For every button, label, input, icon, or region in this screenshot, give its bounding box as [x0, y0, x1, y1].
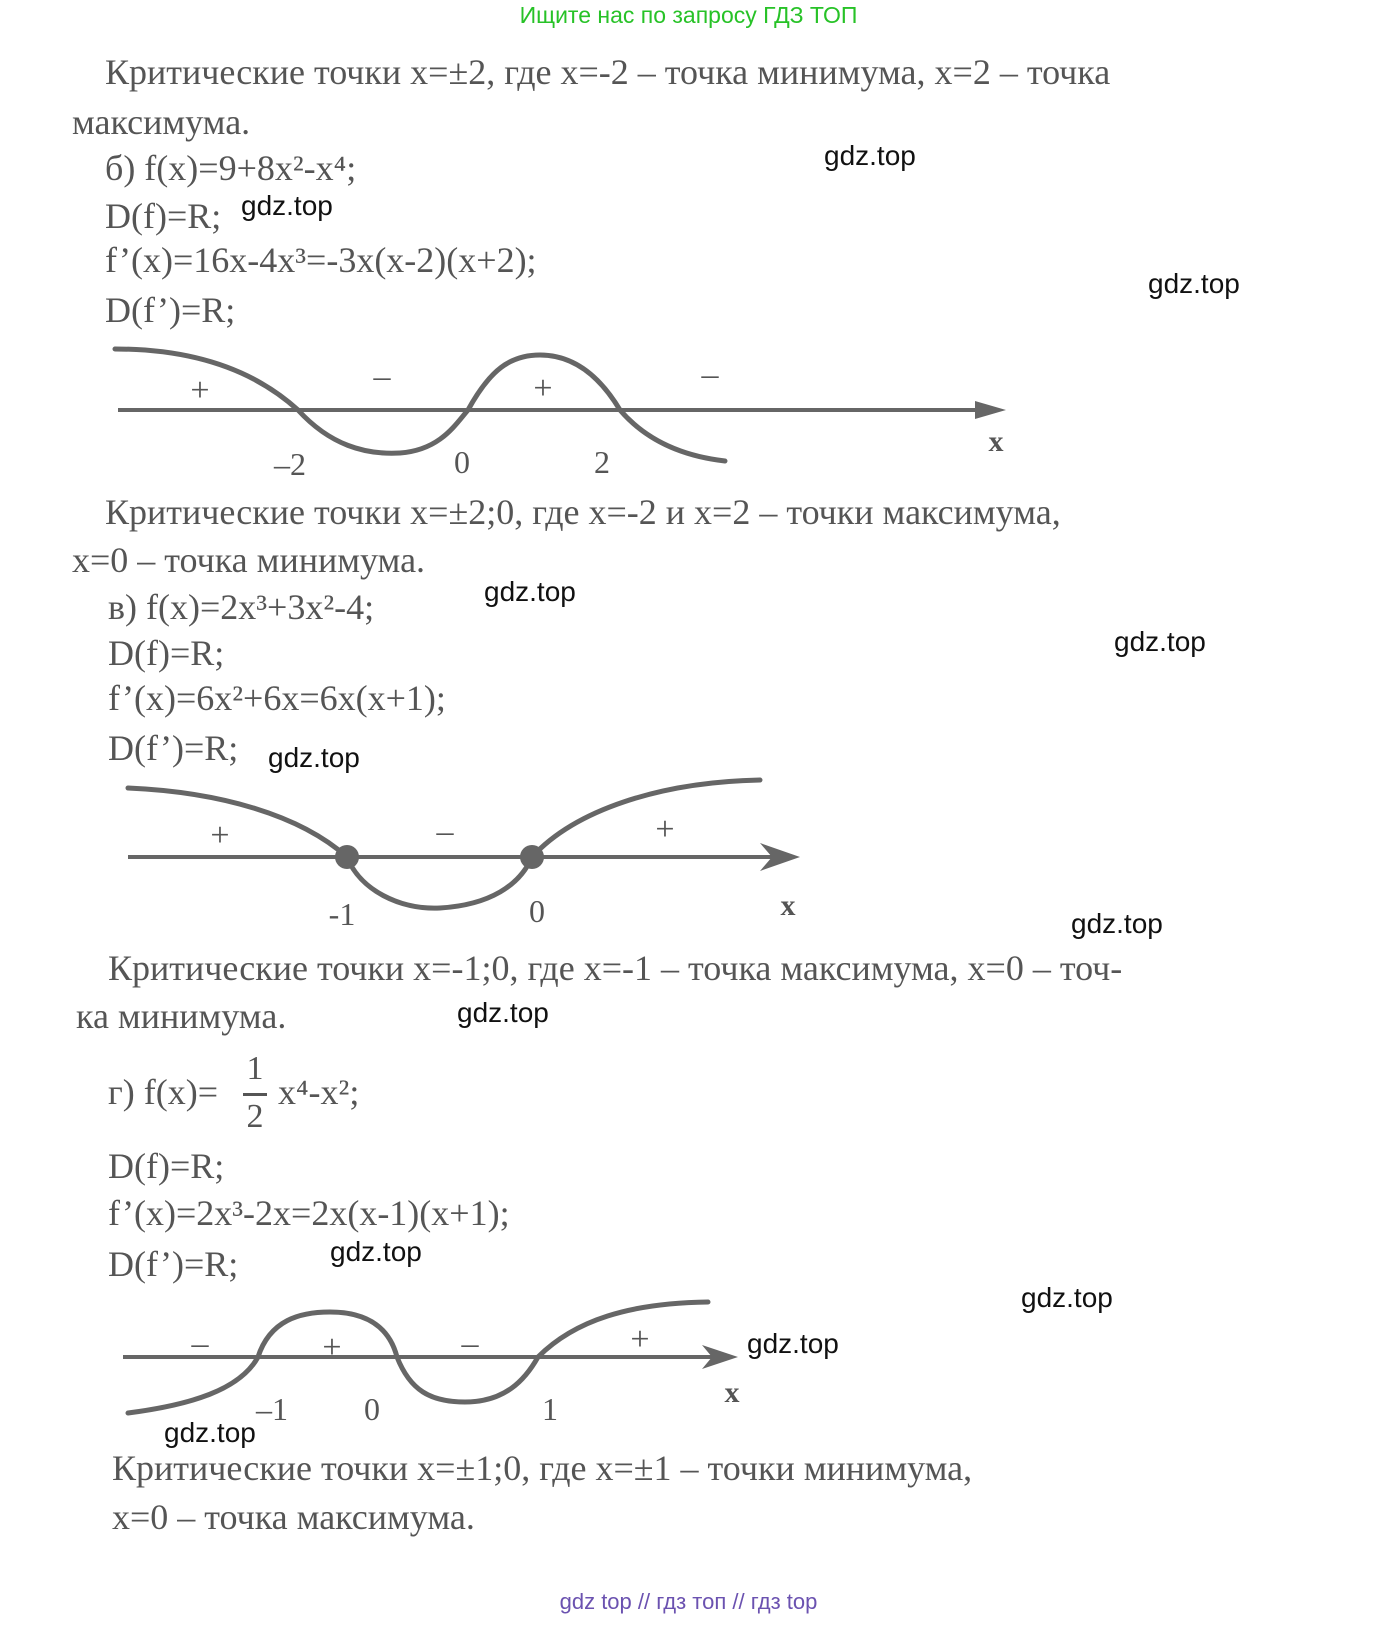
axis-label: x — [780, 889, 796, 922]
sign-diagram-b — [0, 335, 1050, 485]
critical-point — [335, 845, 359, 869]
sign-diagram-c — [0, 770, 850, 940]
search-banner[interactable]: Ищите нас по запросу ГДЗ ТОП — [519, 2, 858, 28]
watermark: gdz.top — [1114, 626, 1206, 657]
text-line: f’(x)=2x³-2x=2x(x-1)(x+1); — [108, 1193, 510, 1233]
tick-label: 0 — [364, 1391, 380, 1427]
watermark: gdz.top — [1071, 908, 1163, 939]
critical-point — [520, 845, 544, 869]
axis-arrow — [975, 401, 1006, 419]
watermark: gdz.top — [330, 1236, 422, 1267]
sign-label: + — [533, 370, 553, 407]
sign-label: – — [191, 1325, 209, 1362]
watermark: gdz.top — [457, 997, 549, 1028]
sign-label: + — [655, 811, 675, 848]
text-line: f’(x)=6x²+6x=6x(x+1); — [108, 678, 446, 718]
text-line: D(f)=R; — [108, 633, 225, 673]
axis-label: x — [724, 1376, 740, 1409]
sign-label: + — [322, 1329, 342, 1366]
sign-label: – — [701, 356, 719, 393]
watermark: gdz.top — [268, 742, 360, 773]
watermark: gdz.top — [1148, 268, 1240, 299]
text-line: D(f)=R; — [108, 1146, 225, 1186]
text-line: б) f(x)=9+8x²-x⁴; — [105, 148, 357, 188]
tick-label: 0 — [454, 444, 470, 480]
fraction-denominator: 2 — [246, 1098, 264, 1135]
watermark: gdz.top — [824, 140, 916, 171]
footer-links[interactable]: gdz top // гдз топ // гдз top — [559, 1589, 818, 1614]
text-line: f’(x)=16x-4x³=-3x(x-2)(x+2); — [105, 240, 537, 280]
sign-label: + — [630, 1321, 650, 1358]
text-line: Критические точки x=±2;0, где x=-2 и x=2 – точки максимума, — [105, 492, 1061, 532]
text-line: D(f)=R; — [105, 196, 222, 236]
tick-label: 2 — [594, 444, 610, 480]
tick-label: 0 — [529, 893, 545, 929]
sign-label: – — [461, 1325, 479, 1362]
tick-label: –1 — [256, 1391, 288, 1427]
watermark: gdz.top — [484, 576, 576, 607]
tick-label: 1 — [542, 1391, 558, 1427]
sign-label: – — [436, 813, 454, 850]
sign-label: – — [373, 358, 391, 395]
text-line: D(f’)=R; — [108, 728, 239, 768]
text-line: x=0 – точка минимума. — [72, 540, 426, 580]
fraction-numerator: 1 — [246, 1050, 264, 1087]
text-line: г) f(x)= — [108, 1072, 219, 1112]
text-line: x⁴-x²; — [278, 1072, 360, 1112]
text-line: D(f’)=R; — [105, 290, 236, 330]
watermark: gdz.top — [1021, 1282, 1113, 1313]
sign-label: + — [210, 817, 230, 854]
watermark: gdz.top — [164, 1417, 256, 1448]
sign-diagram-d — [0, 1290, 780, 1440]
watermark: gdz.top — [747, 1328, 839, 1359]
text-line: Критические точки x=±2, где x=-2 – точка минимума, x=2 – точка — [105, 52, 1111, 92]
text-line: x=0 – точка максимума. — [112, 1497, 475, 1537]
tick-label: -1 — [328, 896, 356, 932]
sign-label: + — [190, 372, 210, 409]
axis-label: x — [988, 425, 1004, 458]
tick-label: –2 — [274, 446, 306, 482]
text-line: в) f(x)=2x³+3x²-4; — [108, 587, 375, 627]
text-line: D(f’)=R; — [108, 1244, 239, 1284]
text-line: ка минимума. — [76, 996, 287, 1036]
text-line: Критические точки x=-1;0, где x=-1 – точка максимума, x=0 – точ- — [108, 948, 1123, 988]
fraction-bar — [243, 1093, 267, 1096]
text-line: Критические точки x=±1;0, где x=±1 – точки минимума, — [112, 1448, 973, 1488]
text-line: максимума. — [72, 102, 251, 142]
watermark: gdz.top — [241, 190, 333, 221]
